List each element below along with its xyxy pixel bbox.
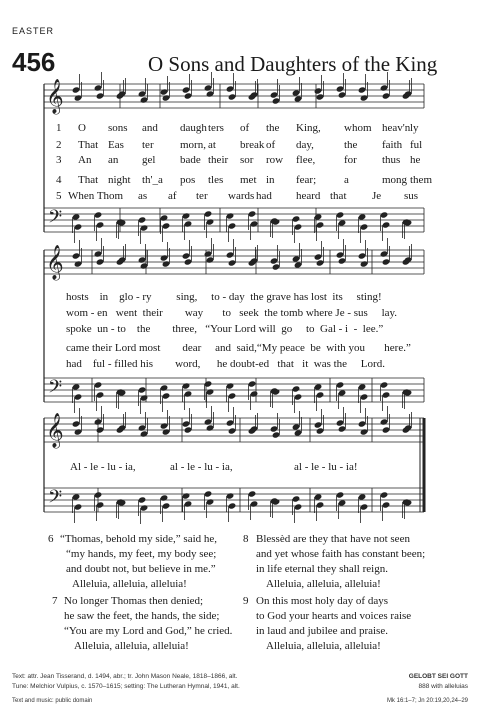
lyric-syllable: When Thom	[68, 190, 124, 202]
hymn-number: 456	[12, 47, 56, 77]
lyric-syllable: Je	[372, 190, 382, 202]
note-head	[74, 393, 83, 400]
note-head	[94, 418, 103, 425]
note-head	[96, 501, 105, 508]
note-head	[380, 381, 389, 388]
footer-text-credit: Text: attr. Jean Tisserand, d. 1494, abr.; tr. John Mason Neale, 1818–1866, alt.	[12, 673, 238, 680]
note-head	[314, 421, 323, 428]
lyric-syllable: O	[78, 122, 86, 134]
note-head	[228, 222, 237, 229]
lyric-syllable: gel	[142, 154, 156, 166]
note-head	[358, 86, 367, 93]
verse-number: 1	[56, 122, 62, 134]
note-head	[314, 253, 323, 260]
note-head	[360, 94, 369, 101]
note-head	[96, 221, 105, 228]
lyric-syllable: Eas	[108, 139, 124, 151]
note-head	[160, 494, 169, 501]
note-head	[204, 490, 213, 497]
lyric-line: hosts in glo - ry sing, to - day the grave has lost its sting!	[66, 291, 382, 303]
lyric-syllable: an	[108, 154, 119, 166]
stanza-9-number: 9	[243, 595, 249, 607]
section-label: EASTER	[12, 26, 55, 36]
note-head	[380, 211, 389, 218]
note-head	[358, 420, 367, 427]
note-head	[162, 260, 171, 267]
note-head	[380, 250, 389, 257]
stanza-line: and yet whose faith has constant been;	[256, 548, 426, 560]
stanza-line: Blessèd are they that have not seen	[256, 533, 410, 545]
note-head	[140, 224, 149, 231]
lyric-syllable: th'_a	[142, 174, 163, 186]
lyric-syllable: heav'n	[382, 122, 411, 134]
note-head	[96, 391, 105, 398]
note-head	[140, 262, 149, 269]
note-head	[206, 218, 215, 225]
lyric-syllable: pos	[180, 174, 196, 186]
note-head	[382, 391, 391, 398]
note-head	[162, 502, 171, 509]
note-head	[316, 93, 325, 100]
lyric-syllable: morn,	[180, 139, 206, 151]
note-head	[250, 500, 259, 507]
lyric-syllable: flee,	[296, 154, 316, 166]
lyric-syllable: bade	[180, 154, 201, 166]
note-head	[182, 86, 191, 93]
verse-number: 3	[56, 154, 62, 166]
note-head	[72, 383, 81, 390]
note-head	[314, 87, 323, 94]
lyric-syllable: the	[344, 139, 358, 151]
note-head	[138, 424, 147, 431]
note-head	[336, 381, 345, 388]
stanza-line: No longer Thomas then denied;	[64, 595, 204, 607]
lyric-syllable: that	[330, 190, 347, 202]
note-head	[336, 211, 345, 218]
hymn-title: O Sons and Daughters of the King	[148, 52, 438, 76]
note-head	[184, 258, 193, 265]
note-head	[316, 259, 325, 266]
stanza-line: Alleluia, alleluia, alleluia!	[74, 640, 189, 652]
lyric-syllable: a	[344, 174, 349, 186]
note-head	[74, 94, 83, 101]
note-head	[360, 223, 369, 230]
note-head	[338, 257, 347, 264]
lyric-syllable: and	[142, 122, 158, 134]
tune-name: GELOBT SEI GOTT	[408, 673, 468, 680]
verse-number: 5	[56, 190, 62, 202]
note-head	[94, 381, 103, 388]
note-head	[72, 420, 81, 427]
lyric-syllable: night	[108, 174, 131, 186]
refrain-2: al - le - lu - ia,	[170, 461, 233, 473]
stanza-line: in life eternal they shall reign.	[256, 563, 388, 575]
lyric-syllable: af	[168, 190, 177, 202]
note-head	[184, 92, 193, 99]
note-head	[206, 256, 215, 263]
note-head	[228, 427, 237, 434]
note-head	[96, 426, 105, 433]
note-head	[248, 210, 257, 217]
stanza-line: “Thomas, behold my side,” said he,	[60, 533, 218, 545]
note-head	[160, 422, 169, 429]
note-head	[272, 97, 281, 104]
lyric-syllable: sus	[404, 190, 419, 202]
note-head	[294, 503, 303, 510]
note-head	[74, 260, 83, 267]
note-head	[314, 493, 323, 500]
note-head	[94, 211, 103, 218]
bass-clef-icon: 𝄢	[48, 207, 63, 232]
note-head	[138, 496, 147, 503]
note-head	[248, 380, 257, 387]
note-head	[314, 383, 323, 390]
stanza-9	[256, 594, 411, 654]
note-head	[228, 93, 237, 100]
lyric-syllable: the	[266, 122, 280, 134]
note-head	[294, 429, 303, 436]
lyric-syllable: fear;	[296, 174, 317, 186]
note-head	[184, 500, 193, 507]
note-head	[138, 216, 147, 223]
lyric-line: came their Lord most dear and said,“My peace be with you here.”	[66, 342, 411, 354]
lyric-syllable: mong	[382, 174, 408, 186]
note-head	[316, 501, 325, 508]
lyric-syllable: had	[256, 190, 272, 202]
stanza-line: to God your hearts and voices raise	[256, 610, 412, 622]
note-head	[140, 394, 149, 401]
note-head	[292, 495, 301, 502]
note-head	[184, 390, 193, 397]
note-head	[358, 252, 367, 259]
note-head	[160, 384, 169, 391]
lyric-syllable: sor	[240, 154, 254, 166]
note-head	[250, 390, 259, 397]
note-head	[206, 498, 215, 505]
note-head	[382, 221, 391, 228]
note-head	[94, 84, 103, 91]
note-head	[160, 88, 169, 95]
lyric-syllable: their	[208, 154, 229, 166]
note-head	[228, 392, 237, 399]
lyric-syllable: of	[266, 139, 276, 151]
note-head	[294, 261, 303, 268]
lyric-syllable: wards	[228, 190, 255, 202]
treble-clef-icon: 𝄞	[46, 79, 64, 114]
note-head	[206, 388, 215, 395]
note-head	[292, 215, 301, 222]
lyric-syllable: break	[240, 139, 265, 151]
note-head	[358, 383, 367, 390]
note-head	[204, 418, 213, 425]
note-head	[338, 219, 347, 226]
lyric-syllable: An	[78, 154, 92, 166]
lyric-syllable: day,	[296, 139, 314, 151]
note-head	[206, 424, 215, 431]
lyric-syllable: at	[208, 139, 216, 151]
lyric-syllable: ful	[410, 139, 423, 151]
note-head	[182, 212, 191, 219]
note-head	[94, 250, 103, 257]
note-head	[74, 428, 83, 435]
refrain-1: Al - le - lu - ia,	[70, 461, 136, 473]
note-head	[226, 492, 235, 499]
note-head	[360, 428, 369, 435]
note-head	[162, 428, 171, 435]
note-head	[72, 252, 81, 259]
stanza-line: Alleluia, alleluia, alleluia!	[72, 578, 187, 590]
note-head	[336, 251, 345, 258]
note-head	[72, 86, 81, 93]
stanza-line: he saw the feet, the hands, the side;	[64, 610, 220, 622]
lyric-syllable: thus	[382, 154, 401, 166]
lyric-syllable: ter	[142, 139, 154, 151]
lyric-syllable: them	[410, 174, 432, 186]
note-head	[204, 84, 213, 91]
lyric-syllable: faith	[382, 139, 403, 151]
note-head	[138, 256, 147, 263]
note-head	[228, 259, 237, 266]
lyric-syllable: ter	[196, 190, 208, 202]
note-head	[226, 419, 235, 426]
note-head	[382, 501, 391, 508]
note-head	[294, 223, 303, 230]
lyric-syllable: as	[138, 190, 148, 202]
note-head	[380, 418, 389, 425]
lyric-syllable: row	[266, 154, 284, 166]
note-head	[272, 263, 281, 270]
lyric-syllable: sons	[108, 122, 128, 134]
note-head	[162, 392, 171, 399]
note-head	[380, 491, 389, 498]
note-head	[250, 220, 259, 227]
note-head	[140, 430, 149, 437]
note-head	[226, 382, 235, 389]
lyric-syllable: tles	[208, 174, 224, 186]
lyric-syllable: King,	[296, 122, 321, 134]
note-head	[204, 380, 213, 387]
stanza-7	[64, 594, 232, 654]
note-head	[226, 251, 235, 258]
stanza-line: Alleluia, alleluia, alleluia!	[266, 578, 381, 590]
note-head	[336, 491, 345, 498]
lyric-syllable: That	[78, 139, 99, 151]
stanza-line: On this most holy day of days	[256, 595, 388, 607]
bass-clef-icon: 𝄢	[48, 377, 63, 402]
stanza-line: “my hands, my feet, my body see;	[66, 548, 217, 560]
note-head	[138, 386, 147, 393]
note-head	[382, 426, 391, 433]
footer-tune-credit: Tune: Melchior Vulpius, c. 1570–1615; setting: The Lutheran Hymnal, 1941, alt.	[12, 683, 240, 690]
note-head	[314, 213, 323, 220]
note-head	[358, 493, 367, 500]
note-head	[292, 89, 301, 96]
note-head	[74, 503, 83, 510]
treble-clef-icon: 𝄞	[46, 413, 64, 448]
note-head	[138, 90, 147, 97]
note-head	[160, 214, 169, 221]
note-head	[184, 426, 193, 433]
note-head	[360, 393, 369, 400]
note-head	[382, 92, 391, 99]
note-head	[140, 96, 149, 103]
note-head	[272, 431, 281, 438]
stanza-8	[256, 532, 425, 592]
note-head	[294, 393, 303, 400]
note-head	[358, 213, 367, 220]
note-head	[72, 213, 81, 220]
lyric-syllable: daugh	[180, 122, 207, 134]
note-head	[96, 258, 105, 265]
note-head	[338, 389, 347, 396]
note-head	[182, 420, 191, 427]
note-head	[336, 85, 345, 92]
note-head	[270, 91, 279, 98]
lyric-syllable: he	[410, 154, 421, 166]
lyric-syllable: for	[344, 154, 357, 166]
note-head	[162, 222, 171, 229]
note-head	[182, 252, 191, 259]
note-head	[360, 503, 369, 510]
lyric-syllable: of	[240, 122, 250, 134]
note-head	[248, 490, 257, 497]
refrain-3: al - le - lu - ia!	[294, 461, 358, 473]
stanza-line: and doubt not, but believe in me.”	[66, 563, 216, 575]
lyric-syllable: heard	[296, 190, 321, 202]
note-head	[270, 425, 279, 432]
stanza-7-number: 7	[52, 595, 58, 607]
lyric-syllable: ters	[208, 122, 224, 134]
treble-clef-icon: 𝄞	[46, 245, 64, 280]
note-head	[294, 95, 303, 102]
stanza-line: in laud and jubilee and praise.	[256, 625, 388, 637]
lyric-line: had ful - filled his word, he doubt-ed that it was the Lord.	[66, 358, 385, 370]
note-head	[226, 85, 235, 92]
note-head	[292, 255, 301, 262]
note-head	[184, 220, 193, 227]
lyric-syllable: ly	[410, 122, 419, 134]
verse-number: 4	[56, 174, 62, 186]
note-head	[160, 254, 169, 261]
lyric-line: wom - en went their way to seek the tomb where Je - sus lay.	[66, 307, 398, 319]
note-head	[336, 419, 345, 426]
bass-clef-icon: 𝄢	[48, 487, 63, 512]
note-head	[380, 84, 389, 91]
lyric-line: spoke un - to the three, “Your Lord will go to Gal - i - lee.”	[66, 323, 384, 335]
stanza-line: Alleluia, alleluia, alleluia!	[266, 640, 381, 652]
lyric-syllable: whom	[344, 122, 372, 134]
meter: 888 with alleluias	[418, 683, 468, 690]
note-head	[204, 210, 213, 217]
verse-number: 2	[56, 139, 62, 151]
note-head	[316, 427, 325, 434]
note-head	[96, 92, 105, 99]
lyric-syllable: in	[266, 174, 275, 186]
note-head	[94, 491, 103, 498]
note-head	[72, 493, 81, 500]
note-head	[204, 250, 213, 257]
note-head	[74, 223, 83, 230]
note-head	[360, 260, 369, 267]
note-head	[182, 382, 191, 389]
note-head	[382, 258, 391, 265]
lyric-syllable: met	[240, 174, 257, 186]
note-head	[292, 423, 301, 430]
note-head	[226, 212, 235, 219]
lyric-syllable: That	[78, 174, 99, 186]
note-head	[228, 502, 237, 509]
note-head	[338, 499, 347, 506]
note-head	[140, 504, 149, 511]
stanza-6	[60, 532, 217, 592]
note-head	[270, 257, 279, 264]
stanza-6-number: 6	[48, 533, 54, 545]
footer-copyright: Text and music: public domain	[12, 698, 93, 704]
note-head	[206, 90, 215, 97]
note-head	[162, 94, 171, 101]
note-head	[316, 391, 325, 398]
stanza-line: “You are my Lord and God,” he cried.	[64, 625, 233, 637]
note-head	[292, 385, 301, 392]
note-head	[338, 91, 347, 98]
scripture-ref: Mk 16:1–7; Jn 20:19,20,24–29	[386, 698, 468, 704]
stanza-8-number: 8	[243, 533, 249, 545]
note-head	[338, 425, 347, 432]
note-head	[316, 221, 325, 228]
note-head	[182, 492, 191, 499]
